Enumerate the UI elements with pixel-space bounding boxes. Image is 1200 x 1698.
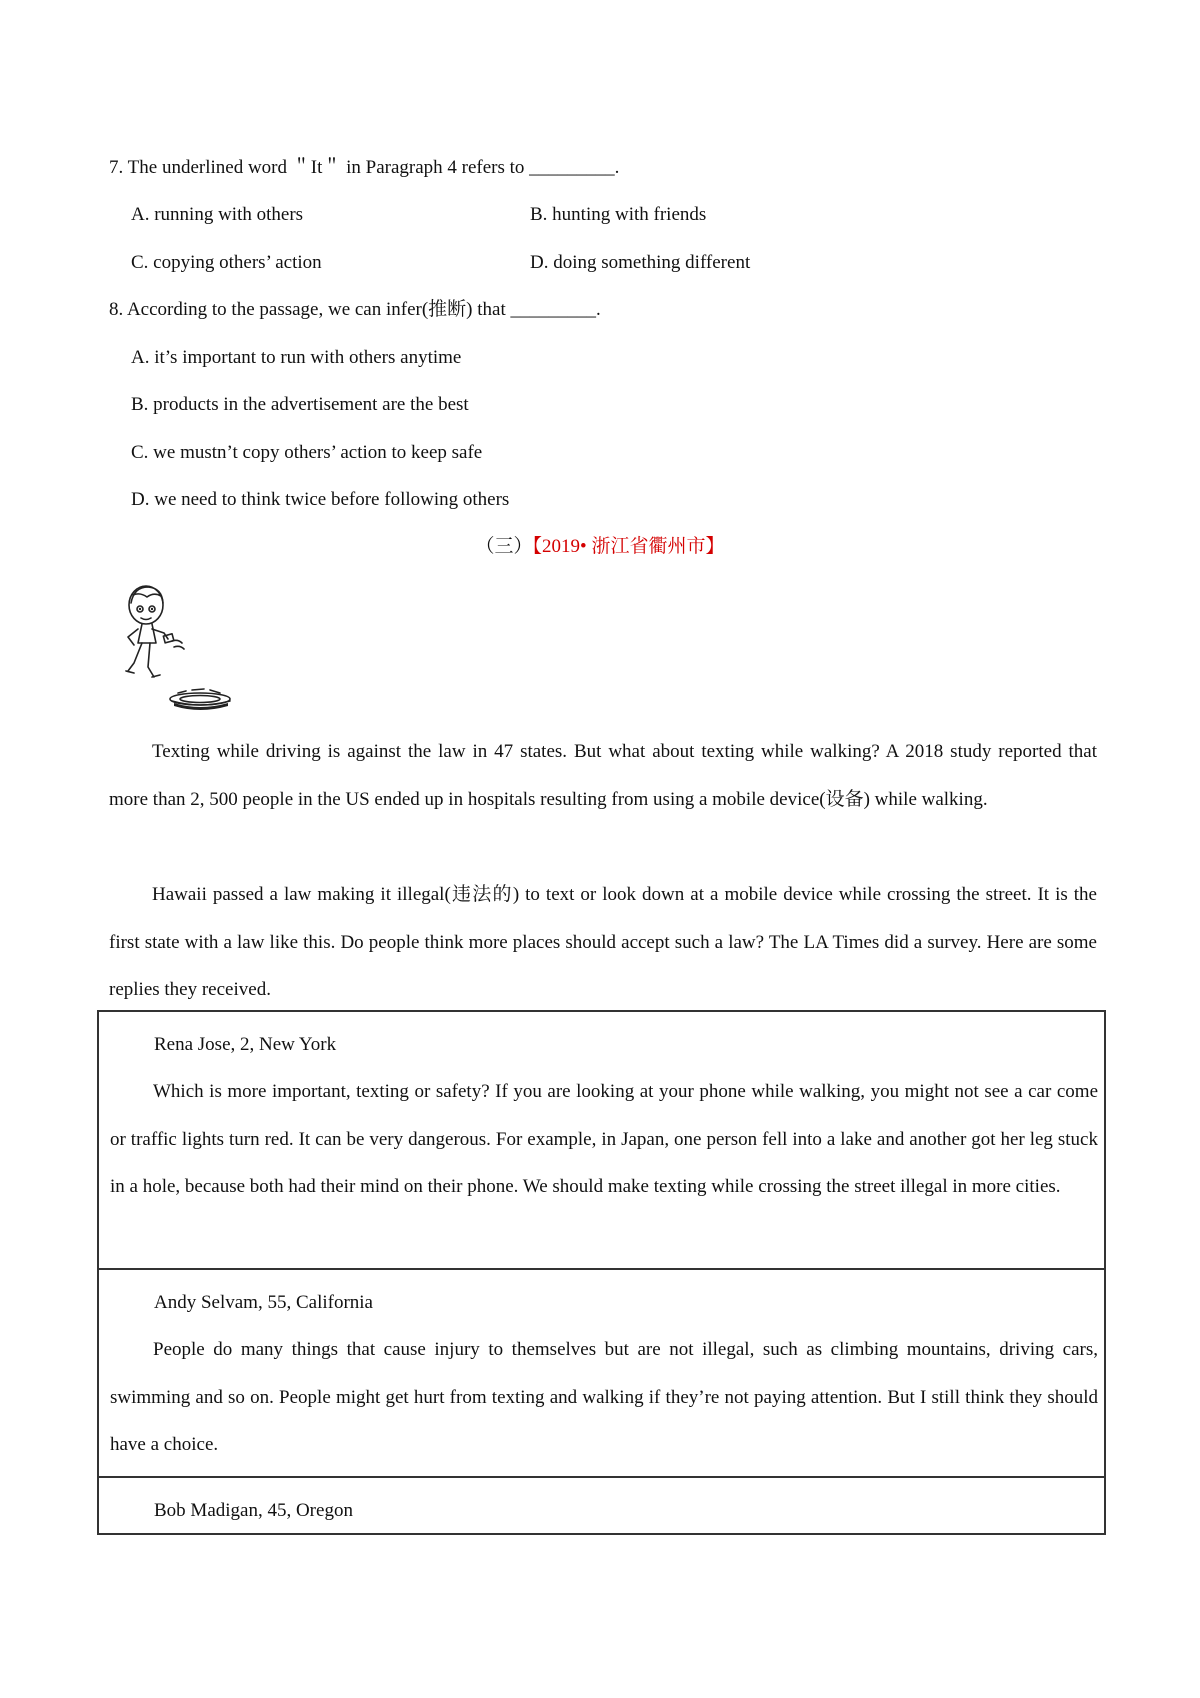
reply-cell	[99, 1476, 1104, 1533]
reply-author: Bob Madigan, 45, Oregon	[154, 1500, 353, 1521]
question-7-option-d: D. doing something different	[530, 252, 751, 273]
girl-texting-near-manhole-icon	[112, 583, 237, 713]
question-7-option-a: A. running with others	[131, 204, 304, 225]
passage-paragraph-2: Hawaii passed a law making it illegal(违法的) to text or look down at a mobile device while crossing the street. It is the first state with a law like this. Do people think more places should accept such a law? The LA Times did a survey. Here are some replies they received.	[109, 884, 1097, 1000]
reply-author: Andy Selvam, 55, California	[154, 1292, 373, 1313]
reply-author: Rena Jose, 2, New York	[154, 1034, 337, 1055]
question-8-option-a: A. it’s important to run with others anytime	[131, 347, 462, 368]
reply-text: People do many things that cause injury to themselves but are not illegal, such as climbing mountains, driving cars, swimming and so on. People might get hurt from texting and walking if they’re not paying attention. But I still think they should have a choice.	[110, 1339, 1098, 1455]
section-heading	[0, 535, 1200, 559]
reply-text: Which is more important, texting or safety? If you are looking at your phone while walking, you might not see a car come or traffic lights turn red. It can be very dangerous. For example, in Japan, one person fell into a lake and another got her leg stuck in a hole, because both had their mind on their phone. We should make texting while crossing the street illegal in more cities.	[110, 1081, 1098, 1197]
question-7-stem: 7. The underlined word ＂It＂ in Paragraph 4 refers to _________.	[109, 157, 620, 178]
question-8-stem: 8. According to the passage, we can infer(推断) that _________.	[109, 299, 601, 320]
question-8-option-b: B. products in the advertisement are the best	[131, 394, 469, 415]
question-8-option-c: C. we mustn’t copy others’ action to keep safe	[131, 442, 483, 463]
reply-cell	[99, 1012, 1104, 1268]
reply-cell	[99, 1268, 1104, 1476]
replies-table	[97, 1010, 1106, 1535]
question-7-option-c: C. copying others’ action	[131, 252, 322, 273]
question-7-option-b: B. hunting with friends	[530, 204, 707, 225]
passage-paragraph-1: Texting while driving is against the law in 47 states. But what about texting while walking? A 2018 study reported that more than 2, 500 people in the US ended up in hospitals resulting from using a mobile device(设备) while walking.	[109, 741, 1097, 810]
question-8-option-d: D. we need to think twice before following others	[131, 489, 510, 510]
section-number: （三）	[475, 536, 533, 557]
section-source: 【2019• 浙江省衢州市】	[532, 536, 725, 557]
